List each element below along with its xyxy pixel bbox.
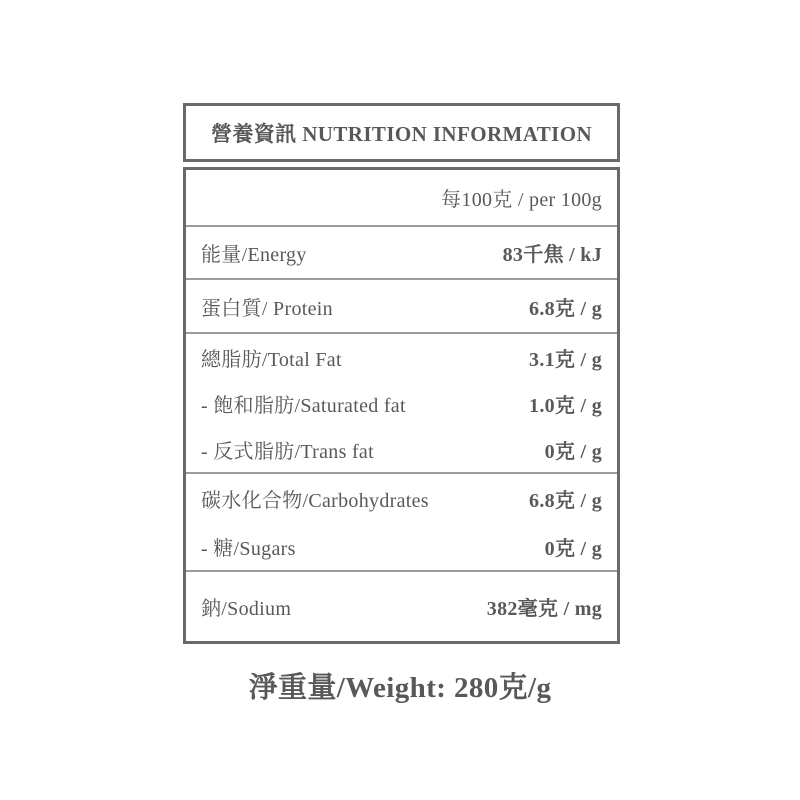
carbohydrates-value: 6.8克 / g bbox=[529, 489, 602, 512]
table-row-protein bbox=[186, 278, 617, 332]
trans-fat-value: 0克 / g bbox=[544, 440, 602, 463]
trans-fat-label: - 反式脂肪/Trans fat bbox=[201, 440, 374, 463]
table-row-energy bbox=[186, 225, 617, 278]
serving-size-row bbox=[186, 170, 617, 225]
table-row-carbohydrates bbox=[186, 474, 617, 522]
table-row-total-fat bbox=[186, 334, 617, 380]
table-row-sodium bbox=[186, 570, 617, 641]
table-row-sugars bbox=[186, 522, 617, 570]
energy-label: 能量/Energy bbox=[201, 244, 307, 266]
sugars-value: 0克 / g bbox=[544, 537, 602, 560]
sugars-label: - 糖/Sugars bbox=[201, 537, 296, 560]
nutrition-label-title: 營養資訊 NUTRITION INFORMATION bbox=[210, 121, 593, 146]
net-weight-text: 淨重量/Weight: 280克/g bbox=[248, 672, 552, 704]
total-fat-label: 總脂肪/Total Fat bbox=[201, 348, 342, 371]
saturated-fat-value: 1.0克 / g bbox=[529, 394, 602, 417]
energy-value: 83千焦 / kJ bbox=[502, 244, 602, 266]
protein-label: 蛋白質/ Protein bbox=[201, 297, 333, 320]
table-row-saturated-fat bbox=[186, 380, 617, 426]
table-row-trans-fat bbox=[186, 426, 617, 472]
saturated-fat-label: - 飽和脂肪/Saturated fat bbox=[201, 394, 406, 417]
nutrition-label-title-box bbox=[183, 103, 620, 162]
table-section-carbohydrates bbox=[186, 472, 617, 570]
nutrition-label bbox=[183, 103, 620, 644]
sodium-value: 382毫克 / mg bbox=[486, 598, 602, 620]
serving-size-text: 每100克 / per 100g bbox=[441, 189, 602, 211]
carbohydrates-label: 碳水化合物/Carbohydrates bbox=[201, 489, 429, 512]
nutrition-table bbox=[183, 167, 620, 644]
table-section-fat bbox=[186, 332, 617, 472]
sodium-label: 鈉/Sodium bbox=[201, 598, 292, 620]
protein-value: 6.8克 / g bbox=[529, 297, 602, 320]
total-fat-value: 3.1克 / g bbox=[529, 348, 602, 371]
